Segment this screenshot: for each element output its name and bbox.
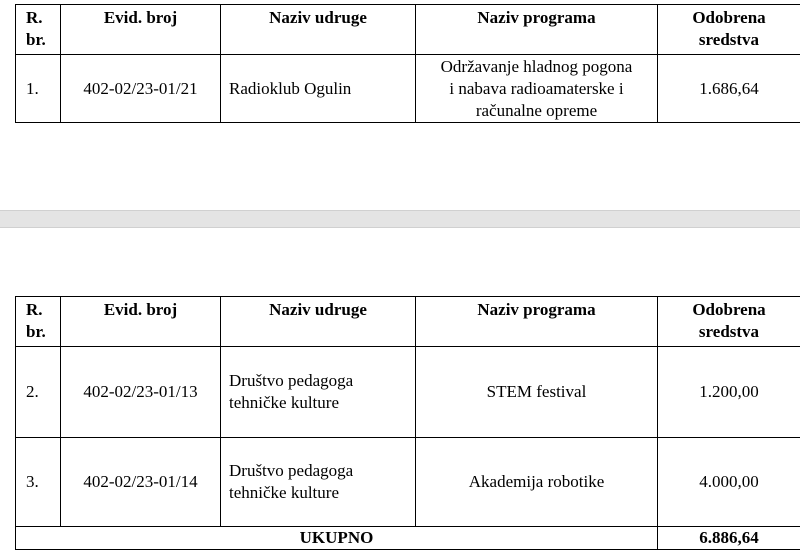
total-value: 6.886,64 [658, 527, 800, 550]
cell-udruga: Društvo pedagoga tehničke kulture [221, 347, 416, 438]
header-rbr: R. br. [16, 297, 61, 347]
header-evid: Evid. broj [61, 297, 221, 347]
cell-program: STEM festival [416, 347, 658, 438]
header-rbr: R. br. [16, 5, 61, 55]
header-udruga: Naziv udruge [221, 5, 416, 55]
cell-evid: 402-02/23-01/21 [61, 55, 221, 123]
header-program: Naziv programa [416, 5, 658, 55]
table-header-row [16, 5, 800, 55]
page-separator [0, 210, 800, 228]
header-udruga: Naziv udruge [221, 297, 416, 347]
cell-udruga: Društvo pedagoga tehničke kulture [221, 438, 416, 527]
cell-rbr: 2. [16, 347, 61, 438]
cell-evid: 402-02/23-01/14 [61, 438, 221, 527]
cell-sredstva: 1.686,64 [658, 55, 800, 123]
header-program: Naziv programa [416, 297, 658, 347]
cell-evid: 402-02/23-01/13 [61, 347, 221, 438]
total-label: UKUPNO [16, 527, 658, 550]
cell-sredstva: 1.200,00 [658, 347, 800, 438]
table-header-row [16, 297, 800, 347]
cell-program: Održavanje hladnog pogona i nabava radioamaterske i računalne opreme [416, 55, 658, 123]
cell-rbr: 3. [16, 438, 61, 527]
table-row [16, 347, 800, 438]
cell-program: Akademija robotike [416, 438, 658, 527]
header-evid: Evid. broj [61, 5, 221, 55]
table-row [16, 438, 800, 527]
cell-sredstva: 4.000,00 [658, 438, 800, 527]
cell-udruga: Radioklub Ogulin [221, 55, 416, 123]
header-sredstva: Odobrena sredstva [658, 5, 800, 55]
grants-table-2 [15, 296, 800, 550]
grants-table-1 [15, 4, 800, 123]
header-sredstva: Odobrena sredstva [658, 297, 800, 347]
total-row [16, 527, 800, 550]
table-row [16, 55, 800, 123]
cell-rbr: 1. [16, 55, 61, 123]
